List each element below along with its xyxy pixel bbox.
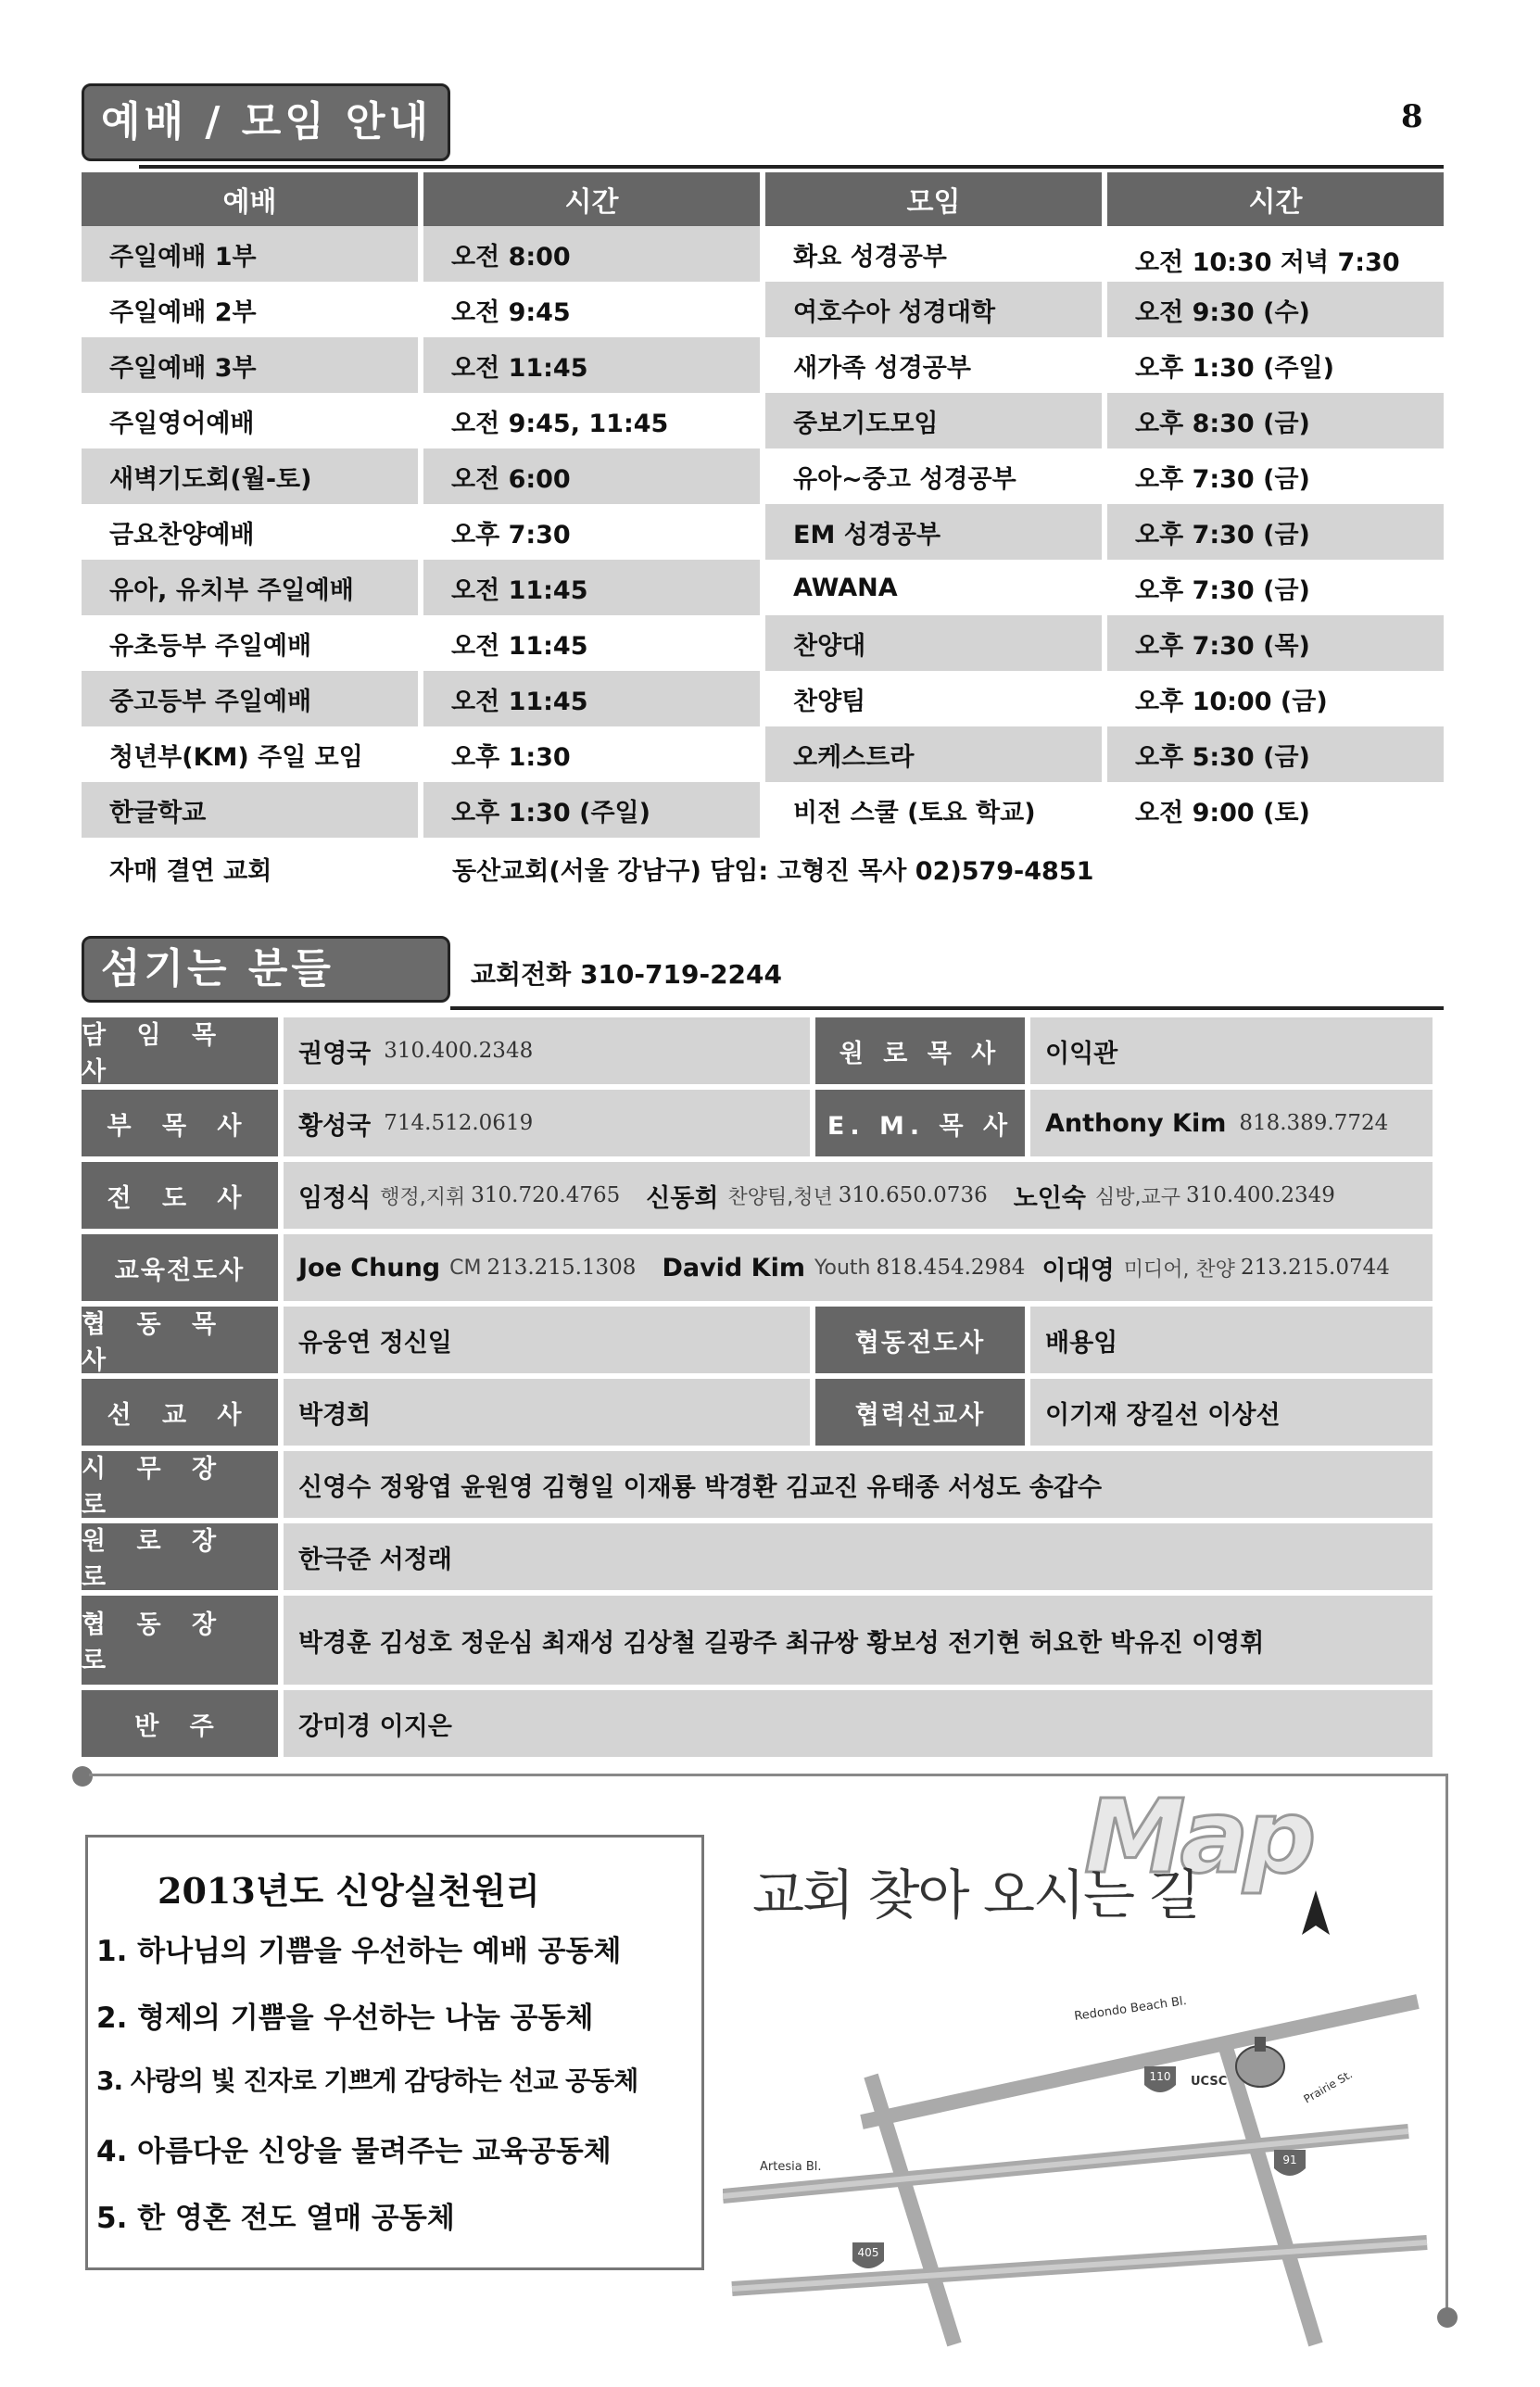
meeting-name: 비전 스쿨 (토요 학교) xyxy=(765,782,1107,838)
staff-row xyxy=(82,1523,1433,1590)
staff-row xyxy=(82,1451,1433,1518)
worship-time: 오전 11:45 xyxy=(423,337,765,393)
worship-name: 주일영어예배 xyxy=(82,393,423,448)
highway-405-icon xyxy=(852,2242,884,2268)
worship-time: 오전 11:45 xyxy=(423,615,765,671)
label-elders: 시 무 장 로 xyxy=(82,1451,278,1518)
emeritus-pastor: 이익관 xyxy=(1030,1017,1433,1084)
label-em-pastor: E. M. 목 사 xyxy=(815,1090,1025,1156)
map-label: UCSC xyxy=(1191,2075,1228,2089)
church-location-map xyxy=(723,1881,1445,2363)
staff-row xyxy=(82,1379,1433,1446)
worship-time: 오전 11:45 xyxy=(423,671,765,726)
frame-line-right xyxy=(1445,1774,1448,2311)
missionary: 박경희 xyxy=(284,1379,810,1446)
header-worship: 예배 xyxy=(82,172,423,226)
worship-name: 유초등부 주일예배 xyxy=(82,615,423,671)
label-edu-evangelist: 교육전도사 xyxy=(82,1234,278,1301)
meeting-time: 오후 7:30 (금) xyxy=(1107,448,1444,504)
meeting-time: 오후 8:30 (금) xyxy=(1107,393,1444,448)
meeting-name: 새가족 성경공부 xyxy=(765,337,1107,393)
table-row xyxy=(82,671,1444,726)
edu1-name: Joe Chung xyxy=(298,1253,441,1282)
meeting-time: 오전 10:30 저녁 7:30 xyxy=(1107,226,1444,282)
meeting-time: 오전 9:30 (수) xyxy=(1107,282,1444,337)
section-title-worship: 예배 / 모임 안내 xyxy=(82,83,450,161)
map-label: Artesia Bl. xyxy=(760,2160,822,2174)
header-time: 시간 xyxy=(423,172,765,226)
map-label: Prairie St. xyxy=(1301,2067,1355,2106)
meeting-name: AWANA xyxy=(765,560,1107,615)
assoc-pastor-name: 황성국 xyxy=(298,1111,372,1141)
assoc-pastor xyxy=(284,1090,810,1156)
worship-schedule-table xyxy=(82,172,1444,838)
principle-item: 3. 사랑의 빛 진자로 기쁘게 감당하는 선교 공동체 xyxy=(96,2065,638,2096)
meeting-time: 오후 7:30 (금) xyxy=(1107,504,1444,560)
worship-time: 오후 1:30 (주일) xyxy=(423,782,765,838)
table-row xyxy=(82,282,1444,337)
map-label: 110 xyxy=(1149,2070,1171,2083)
table-row xyxy=(82,504,1444,560)
staff-row xyxy=(82,1234,1433,1301)
principle-item: 1. 하나님의 기쁨을 우선하는 예배 공동체 xyxy=(96,1935,622,1968)
emeritus-elders: 한극준 서정래 xyxy=(284,1523,1433,1590)
table-row xyxy=(82,782,1444,838)
accompanists: 강미경 이지은 xyxy=(284,1690,1433,1757)
map-label: 91 xyxy=(1282,2153,1297,2166)
edu1-phone: 213.215.1308 xyxy=(486,1256,637,1280)
staff-row xyxy=(82,1162,1433,1229)
ev2-role: 찬양팀,청년 xyxy=(727,1185,833,1209)
label-coop-elders: 협 동 장 로 xyxy=(82,1596,278,1685)
map-label: 405 xyxy=(857,2246,879,2259)
elders: 신영수 정왕엽 윤원영 김형일 이재룡 박경환 김교진 유태종 서성도 송갑수 xyxy=(284,1451,1433,1518)
meeting-name: EM 성경공부 xyxy=(765,504,1107,560)
label-emeritus-pastor: 원 로 목 사 xyxy=(815,1017,1025,1084)
worship-time: 오전 9:45 xyxy=(423,282,765,337)
staff-row xyxy=(82,1090,1433,1156)
meeting-time: 오후 1:30 (주일) xyxy=(1107,337,1444,393)
meeting-time: 오후 10:00 (금) xyxy=(1107,671,1444,726)
staff-row xyxy=(82,1307,1433,1373)
meeting-name: 여호수아 성경대학 xyxy=(765,282,1107,337)
worship-time: 오후 7:30 xyxy=(423,504,765,560)
meeting-name: 화요 성경공부 xyxy=(765,226,1107,282)
meeting-time: 오후 7:30 (금) xyxy=(1107,560,1444,615)
worship-name: 주일예배 2부 xyxy=(82,282,423,337)
label-emeritus-elders: 원 로 장 로 xyxy=(82,1523,278,1590)
table-row xyxy=(82,560,1444,615)
map-label: Redondo Beach Bl. xyxy=(1073,1994,1188,2024)
worship-time: 오전 9:45, 11:45 xyxy=(423,393,765,448)
label-assoc-pastor: 부 목 사 xyxy=(82,1090,278,1156)
label-coop-evangelist: 협동전도사 xyxy=(815,1307,1025,1373)
label-accompanist: 반 주 xyxy=(82,1690,278,1757)
ev3-phone: 310.400.2349 xyxy=(1185,1183,1335,1207)
label-partner-missionary: 협력선교사 xyxy=(815,1379,1025,1446)
worship-name: 금요찬양예배 xyxy=(82,504,423,560)
table-header xyxy=(82,172,1444,226)
meeting-name: 오케스트라 xyxy=(765,726,1107,782)
map-title: 교회 찾아 오시는 길 xyxy=(752,1863,1199,1926)
header-meeting: 모임 xyxy=(765,172,1107,226)
table-row xyxy=(82,226,1444,282)
ev2-name: 신동희 xyxy=(646,1183,719,1213)
label-senior-pastor: 담 임 목 사 xyxy=(82,1017,278,1084)
table-row xyxy=(82,726,1444,782)
label-evangelist: 전 도 사 xyxy=(82,1162,278,1229)
ev1-role: 행정,지휘 xyxy=(380,1185,466,1209)
frame-dot-top xyxy=(72,1766,93,1787)
ev2-phone: 310.650.0736 xyxy=(838,1183,988,1207)
page-number: 8 xyxy=(1401,98,1423,135)
meeting-time: 오후 7:30 (목) xyxy=(1107,615,1444,671)
edu3-name: 이대영 xyxy=(1041,1256,1115,1285)
church-phone: 교회전화 310-719-2244 xyxy=(471,959,783,990)
worship-time: 오전 11:45 xyxy=(423,560,765,615)
section-divider-2 xyxy=(450,1006,1444,1010)
senior-pastor xyxy=(284,1017,810,1084)
table-row xyxy=(82,393,1444,448)
frame-line-top xyxy=(89,1774,1447,1776)
worship-name: 새벽기도회(월-토) xyxy=(82,448,423,504)
label-missionary: 선 교 사 xyxy=(82,1379,278,1446)
edu1-role: CM xyxy=(449,1256,482,1280)
table-row xyxy=(82,337,1444,393)
staff-row xyxy=(82,1017,1433,1084)
ev3-name: 노인숙 xyxy=(1013,1183,1086,1213)
label-coop-pastor: 협 동 목 사 xyxy=(82,1307,278,1373)
north-arrow-icon xyxy=(1302,1890,1330,1935)
principles-title: 2013년도 신앙실천원리 xyxy=(158,1870,540,1912)
highway-110-icon xyxy=(1144,2066,1176,2092)
worship-name: 주일예배 1부 xyxy=(82,226,423,282)
meeting-name: 찬양대 xyxy=(765,615,1107,671)
em-pastor xyxy=(1030,1090,1433,1156)
table-row xyxy=(82,448,1444,504)
partner-missionaries: 이기재 장길선 이상선 xyxy=(1030,1379,1433,1446)
staff-table xyxy=(82,1017,1433,1762)
worship-name: 주일예배 3부 xyxy=(82,337,423,393)
worship-name: 중고등부 주일예배 xyxy=(82,671,423,726)
meeting-time: 오후 5:30 (금) xyxy=(1107,726,1444,782)
table-row xyxy=(82,615,1444,671)
edu3-phone: 213.215.0744 xyxy=(1240,1256,1390,1280)
senior-pastor-phone: 310.400.2348 xyxy=(384,1039,534,1063)
ev1-name: 임정식 xyxy=(298,1183,372,1213)
meeting-time: 오전 9:00 (토) xyxy=(1107,782,1444,838)
staff-row xyxy=(82,1690,1433,1757)
edu2-phone: 818.454.2984 xyxy=(876,1256,1026,1280)
meeting-name: 찬양팀 xyxy=(765,671,1107,726)
worship-name: 청년부(KM) 주일 모임 xyxy=(82,726,423,782)
highway-91-icon xyxy=(1274,2150,1306,2176)
em-pastor-name: Anthony Kim xyxy=(1045,1108,1227,1138)
worship-name: 유아, 유치부 주일예배 xyxy=(82,560,423,615)
section-divider xyxy=(139,165,1444,169)
worship-time: 오전 6:00 xyxy=(423,448,765,504)
ev3-role: 심방,교구 xyxy=(1094,1185,1180,1209)
edu2-role: Youth xyxy=(814,1256,871,1280)
worship-name: 한글학교 xyxy=(82,782,423,838)
assoc-pastor-phone: 714.512.0619 xyxy=(384,1111,534,1135)
ev1-phone: 310.720.4765 xyxy=(471,1183,621,1207)
em-pastor-phone: 818.389.7724 xyxy=(1239,1111,1389,1135)
map-watermark: Map xyxy=(1084,1777,1311,1896)
meeting-name: 중보기도모임 xyxy=(765,393,1107,448)
coop-evangelist: 배용임 xyxy=(1030,1307,1433,1373)
edu3-role: 미디어, 찬양 xyxy=(1123,1257,1235,1282)
edu2-name: David Kim xyxy=(662,1253,805,1282)
principle-item: 2. 형제의 기쁨을 우선하는 나눔 공동체 xyxy=(96,2002,594,2035)
coop-pastors: 유웅연 정신일 xyxy=(284,1307,810,1373)
evangelists xyxy=(284,1162,1433,1229)
meeting-name: 유아~중고 성경공부 xyxy=(765,448,1107,504)
staff-row xyxy=(82,1596,1433,1685)
sister-church-value: 동산교회(서울 강남구) 담임: 고형진 목사 02)579-4851 xyxy=(452,857,1094,886)
principle-item: 5. 한 영혼 전도 열매 공동체 xyxy=(96,2202,455,2235)
section-title-staff: 섬기는 분들 xyxy=(82,936,450,1003)
worship-time: 오후 1:30 xyxy=(423,726,765,782)
edu-evangelists xyxy=(284,1234,1433,1301)
header-time-2: 시간 xyxy=(1107,172,1444,226)
senior-pastor-name: 권영국 xyxy=(298,1039,372,1068)
principle-item: 4. 아름다운 신앙을 물려주는 교육공동체 xyxy=(96,2135,612,2168)
coop-elders: 박경훈 김성호 정운심 최재성 김상철 길광주 최규쌍 황보성 전기현 허요한 박유진 이영휘 xyxy=(284,1596,1433,1685)
worship-time: 오전 8:00 xyxy=(423,226,765,282)
sister-church-label: 자매 결연 교회 xyxy=(109,857,272,886)
